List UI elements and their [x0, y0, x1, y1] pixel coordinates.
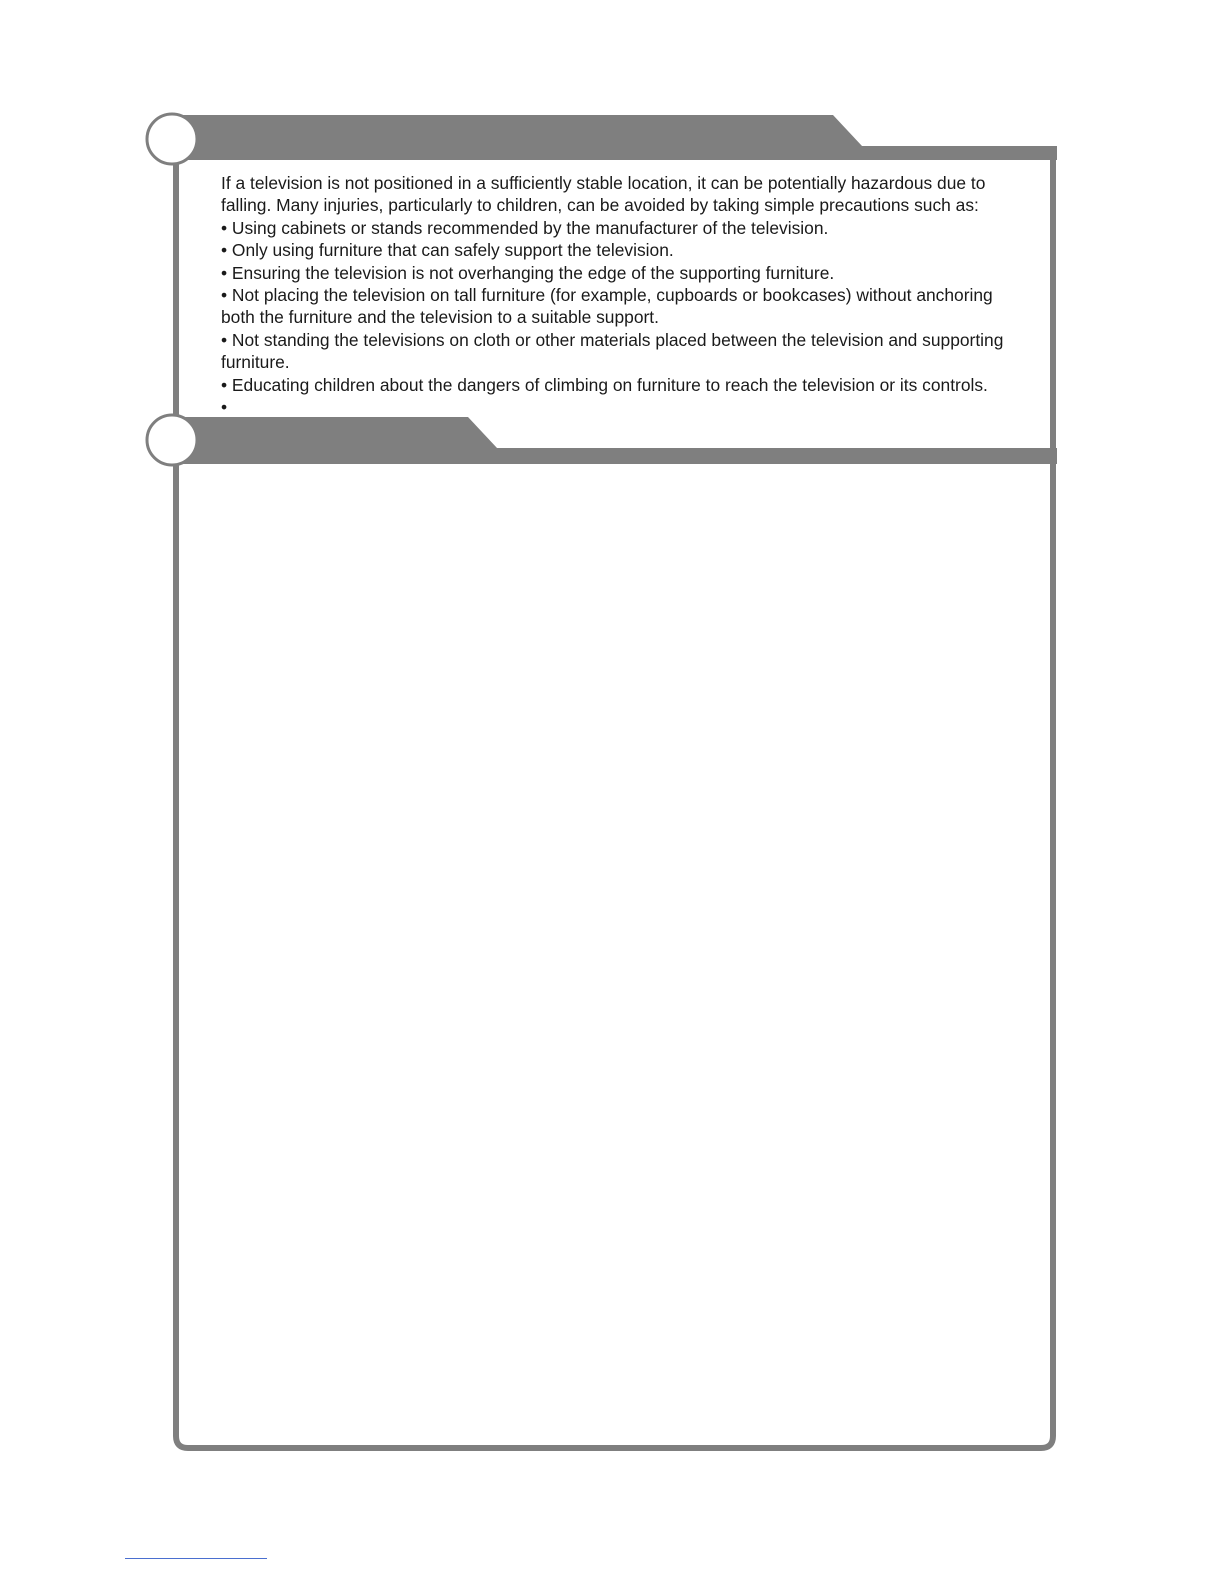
precaution-item: • Only using furniture that can safely support the television.: [221, 239, 1021, 261]
precaution-item-empty: [221, 396, 1021, 418]
precaution-item: • Educating children about the dangers of climbing on furniture to reach the television or its controls.: [221, 374, 1021, 396]
stability-intro: If a television is not positioned in a sufficiently stable location, it can be potentially hazardous due to falling. Many injuries, particularly to children, can be avoided by taking simple precautions such as:: [221, 173, 986, 216]
section2-number-circle: [147, 415, 197, 465]
footer-rule: [125, 1558, 267, 1559]
stability-warning-text: [221, 172, 1021, 418]
precaution-item: • Not placing the television on tall furniture (for example, cupboards or bookcases) without anchoring both the furniture and the television to a suitable support.: [221, 284, 1021, 329]
section1-header-bar: [172, 115, 1057, 160]
precaution-item: • Not standing the televisions on cloth or other materials placed between the television and supporting furniture.: [221, 329, 1021, 374]
section2-header-bar: [172, 417, 1057, 464]
section2-body-frame: [176, 460, 1053, 1448]
precaution-item: • Ensuring the television is not overhanging the edge of the supporting furniture.: [221, 262, 1021, 284]
precaution-item: • Using cabinets or stands recommended by the manufacturer of the television.: [221, 217, 1021, 239]
section1-number-circle: [147, 114, 197, 164]
precautions-list: [221, 217, 1021, 419]
